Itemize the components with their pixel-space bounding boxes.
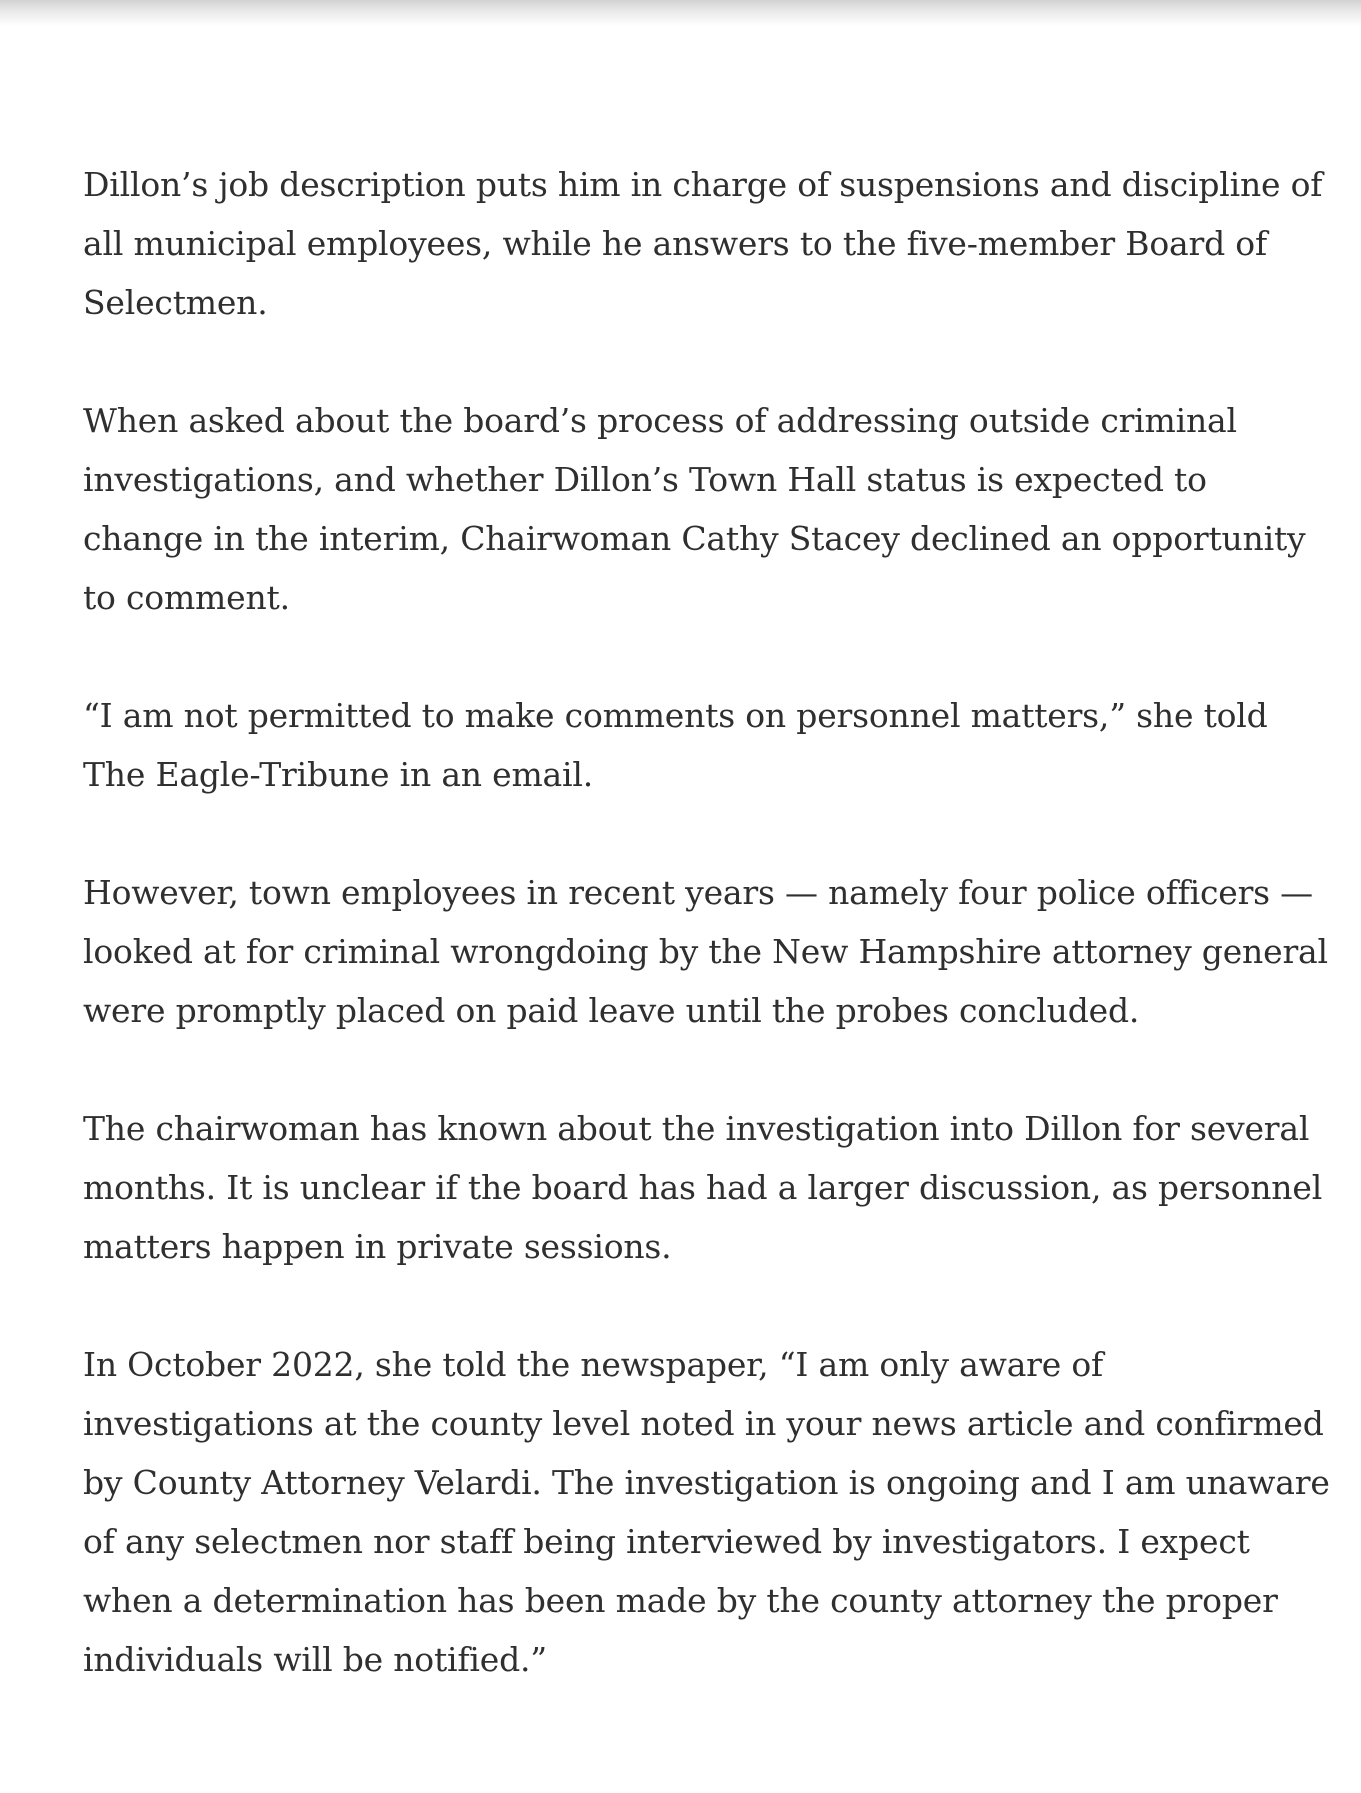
top-shadow	[0, 0, 1361, 26]
article-paragraph-3: “I am not permitted to make comments on personnel matters,” she told The Eagle-Tribune in an email.	[83, 696, 1268, 794]
article-paragraph-5: The chairwoman has known about the investigation into Dillon for several months. It is unclear if the board has had a larger discussion, as personnel matters happen in private sessions.	[83, 1109, 1323, 1266]
article-paragraph-4: However, town employees in recent years — namely four police officers — looked at for criminal wrongdoing by the New Hampshire attorney general were promptly placed on paid leave until the probes concluded.	[83, 873, 1328, 1030]
article-body	[83, 155, 1333, 1748]
article-paragraph-2: When asked about the board’s process of addressing outside criminal investigations, and whether Dillon’s Town Hall status is expected to change in the interim, Chairwoman Cathy Stacey declined an opportunity to comment.	[83, 401, 1306, 617]
article-paragraph-1: Dillon’s job description puts him in charge of suspensions and discipline of all municipal employees, while he answers to the five-member Board of Selectmen.	[83, 165, 1323, 322]
article-paragraph-6: In October 2022, she told the newspaper, “I am only aware of investigations at the county level noted in your news article and confirmed by County Attorney Velardi. The investigation is ongoing and I am unaware of any selectmen nor staff being interviewed by investigators. I expect when a determination has been made by the county attorney the proper individuals will be notified.”	[83, 1345, 1330, 1679]
